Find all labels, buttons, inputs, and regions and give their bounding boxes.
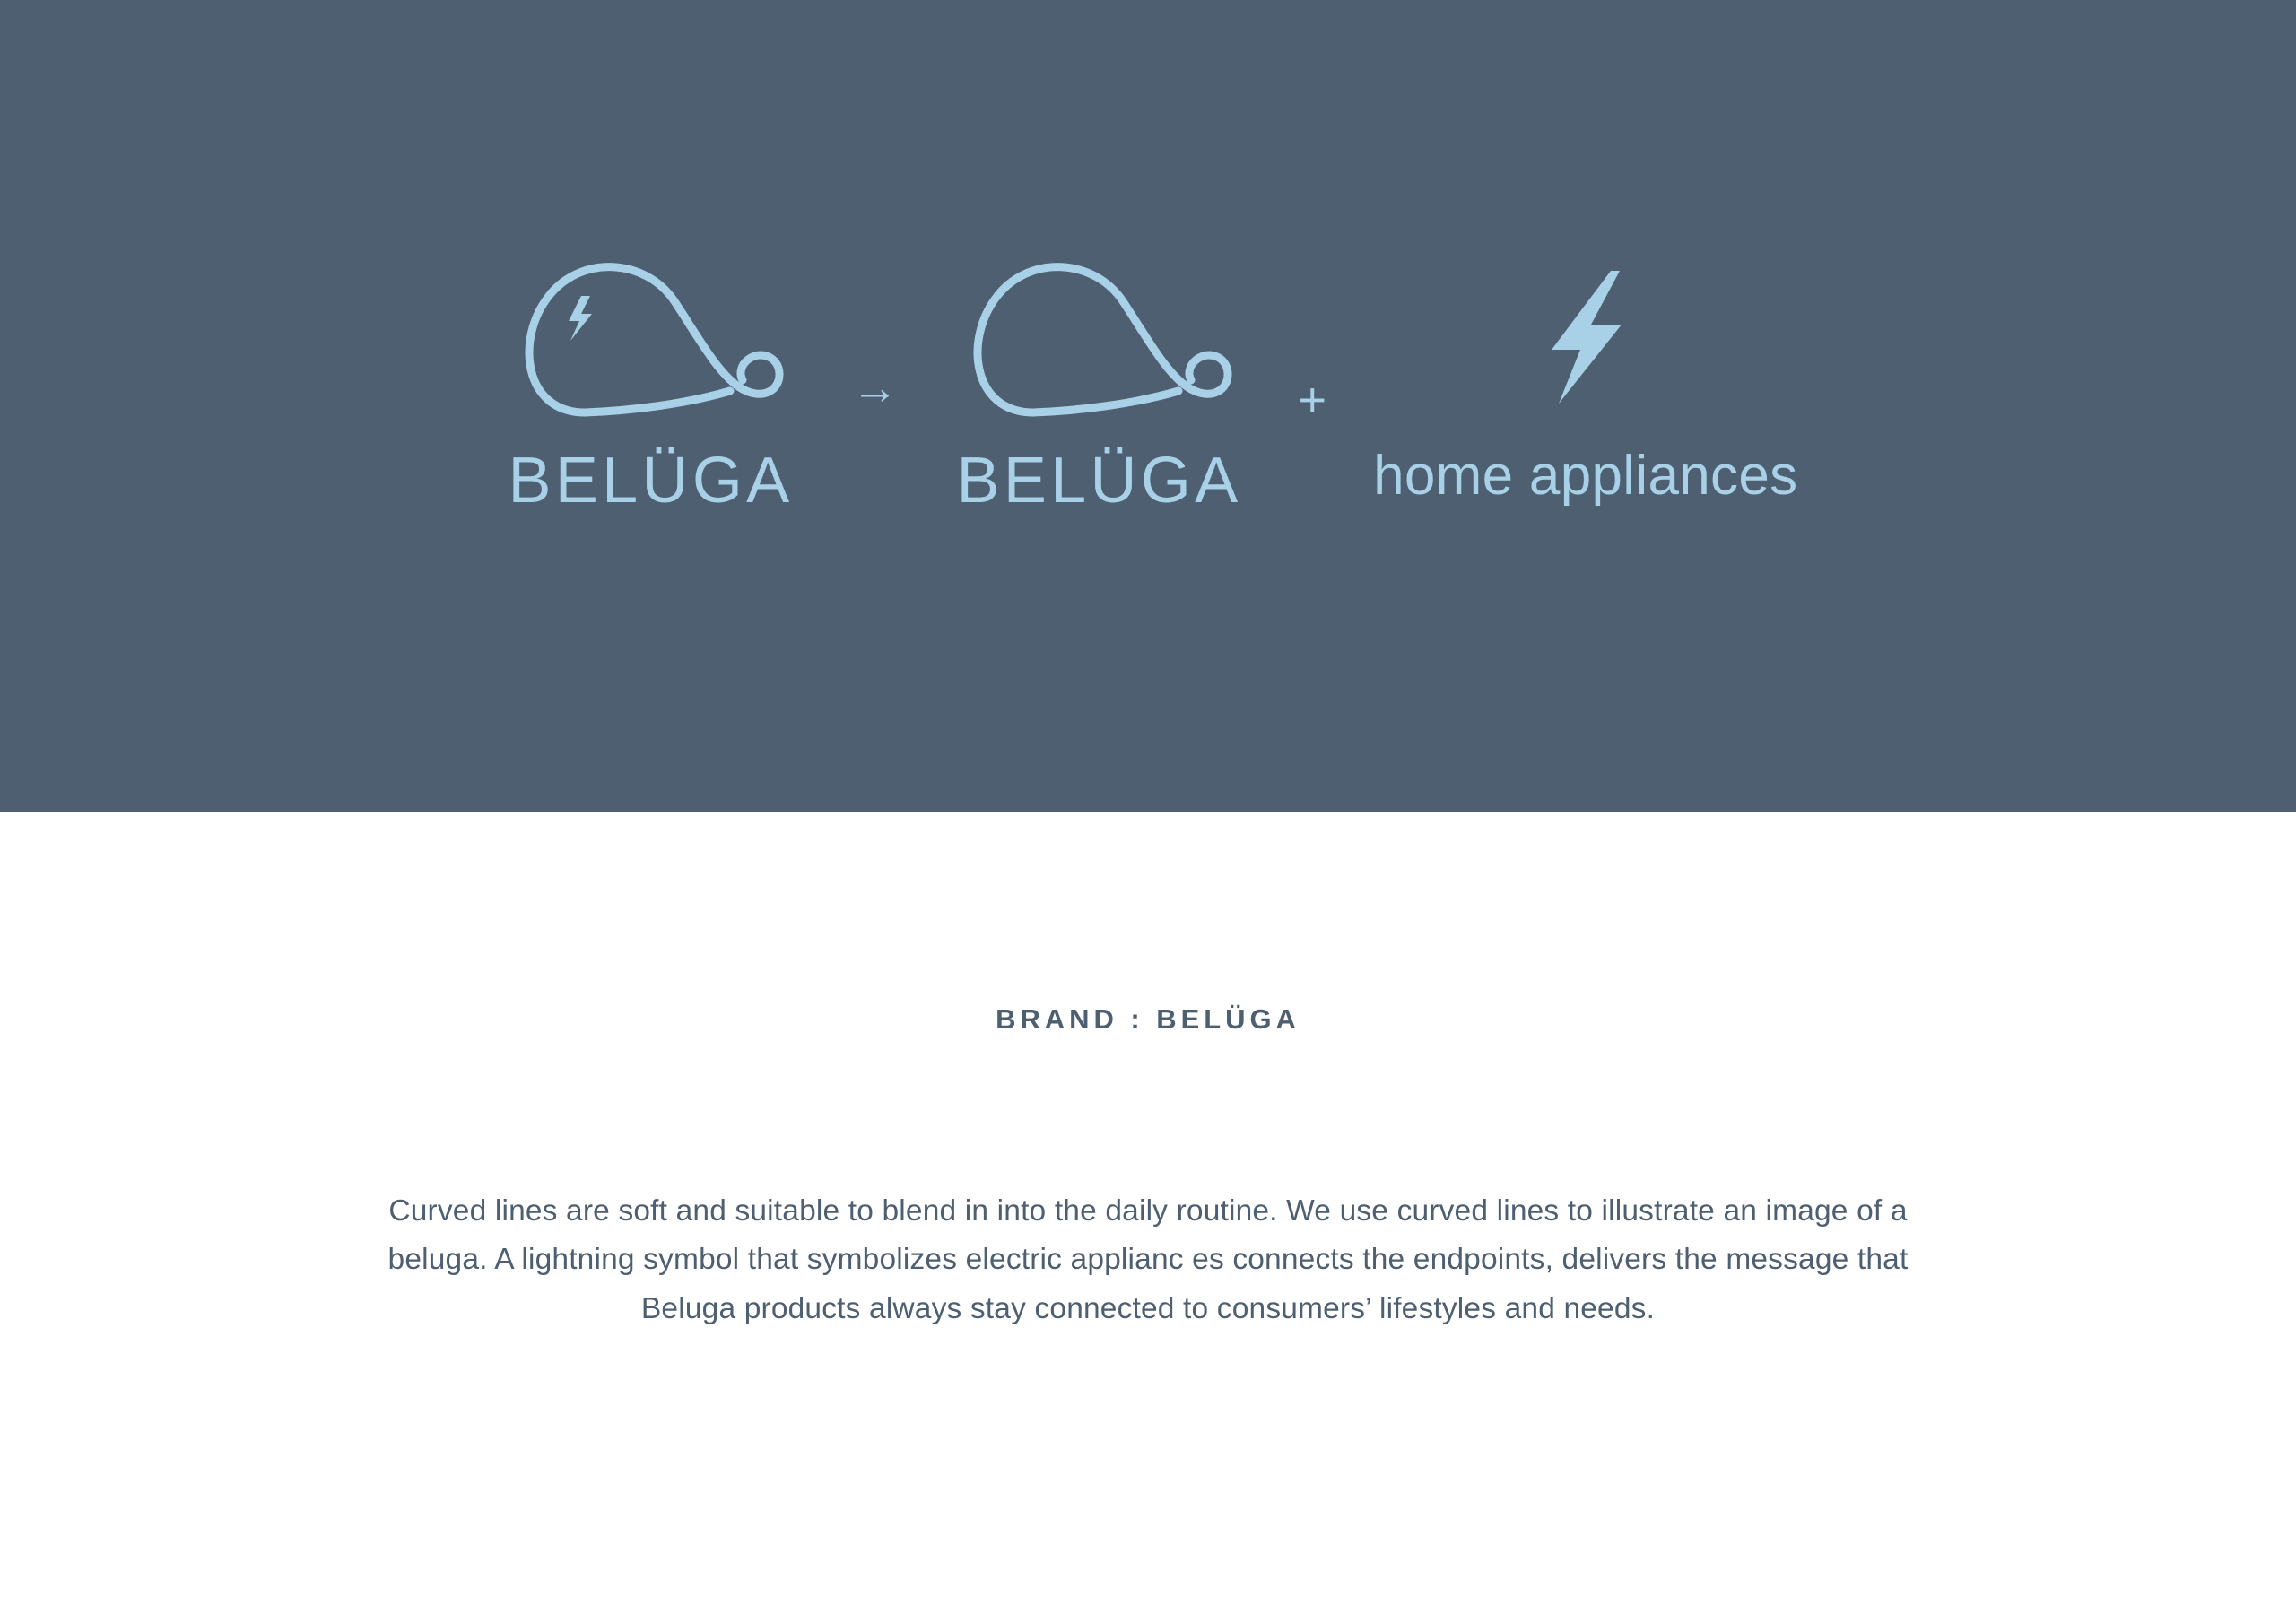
brand-heading: BRAND : BELÜGA: [996, 1003, 1300, 1035]
beluga-whale-outline-with-bolt-icon: [499, 246, 804, 425]
tagline-block: [1373, 255, 1798, 507]
lightning-bolt-icon: [1505, 256, 1666, 418]
brand-description: Curved lines are soft and suitable to blend in into the daily routine. We use curved lines to illustrate an image of a beluga. A lightning symbol that symbolizes electric applianc es connects the endpoints, delivers the message that Beluga products always stay connected to consumers’ lifestyles and needs.: [387, 1194, 1909, 1325]
caption-area: [0, 812, 2296, 1623]
logo-evolution-row: [499, 246, 1798, 516]
logo-final-wordmark: BELÜGA: [956, 445, 1242, 516]
beluga-whale-outline-icon: [947, 246, 1252, 425]
tagline-text: home appliances: [1373, 445, 1798, 507]
plus-icon: +: [1298, 373, 1327, 427]
bolt-inside-mark-icon: [569, 296, 592, 341]
arrow-icon: →: [851, 362, 899, 414]
logo-final-block: [947, 246, 1252, 516]
logo-initial-block: [499, 246, 804, 516]
logo-initial-wordmark: BELÜGA: [508, 445, 794, 516]
